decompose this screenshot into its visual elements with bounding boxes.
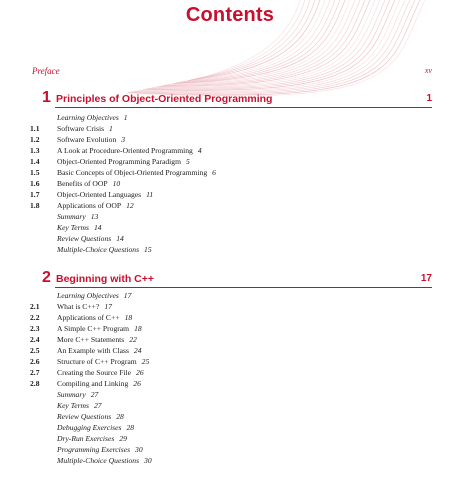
toc-entry[interactable] bbox=[30, 345, 370, 356]
entry-title bbox=[57, 433, 127, 444]
entry-page: 18 bbox=[124, 313, 133, 322]
section-number: 2.8 bbox=[30, 379, 40, 388]
entry-title bbox=[57, 244, 152, 255]
entry-text: Object-Oriented Programming Paradigm bbox=[57, 157, 181, 166]
entry-title bbox=[57, 145, 202, 156]
entry-title bbox=[57, 389, 98, 400]
entry-page: 25 bbox=[141, 357, 150, 366]
entry-page: 11 bbox=[146, 190, 154, 199]
entry-page: 28 bbox=[126, 423, 135, 432]
section-number: 1.7 bbox=[30, 190, 40, 199]
section-number: 2.1 bbox=[30, 302, 40, 311]
entry-title bbox=[57, 444, 143, 455]
entry-text: A Look at Procedure-Oriented Programming bbox=[57, 146, 193, 155]
section-number: 2.5 bbox=[30, 346, 40, 355]
entry-text: Applications of OOP bbox=[57, 201, 122, 210]
entry-page: 26 bbox=[136, 368, 144, 377]
entry-title bbox=[57, 200, 134, 211]
toc-entry[interactable] bbox=[30, 244, 370, 255]
entry-text: A Simple C++ Program bbox=[57, 324, 130, 333]
entry-title bbox=[57, 211, 98, 222]
entry-text: Review Questions bbox=[57, 412, 112, 421]
entry-page: 14 bbox=[116, 234, 124, 243]
entry-text: Structure of C++ Program bbox=[57, 357, 137, 366]
toc-entry[interactable] bbox=[30, 134, 370, 145]
entry-title bbox=[57, 301, 112, 312]
entry-title bbox=[57, 189, 153, 200]
section-number: 1.1 bbox=[30, 124, 40, 133]
entry-page: 6 bbox=[212, 168, 216, 177]
section-number: 2.7 bbox=[30, 368, 40, 377]
entry-text: Applications of C++ bbox=[57, 313, 120, 322]
chapter-number: 2 bbox=[42, 269, 51, 286]
toc-entry[interactable] bbox=[30, 112, 370, 123]
entry-page: 17 bbox=[123, 291, 132, 300]
entry-page: 5 bbox=[186, 157, 190, 166]
entry-page: 22 bbox=[129, 335, 137, 344]
toc-entry[interactable] bbox=[30, 334, 370, 345]
entry-text: Compiling and Linking bbox=[57, 379, 129, 388]
section-number: 1.6 bbox=[30, 179, 40, 188]
entry-text: Learning Objectives bbox=[57, 291, 119, 300]
toc-entry[interactable] bbox=[30, 323, 370, 334]
entry-text: Programming Exercises bbox=[57, 445, 131, 454]
chapter-title: Beginning with C++ bbox=[56, 273, 155, 285]
entry-title bbox=[57, 411, 124, 422]
toc-entry[interactable] bbox=[30, 411, 370, 422]
entry-text: Debugging Exercises bbox=[57, 423, 122, 432]
page-title: Contents bbox=[185, 4, 275, 26]
entry-text: More C++ Statements bbox=[57, 335, 125, 344]
entry-page: 15 bbox=[144, 245, 152, 254]
entry-page: 14 bbox=[94, 223, 102, 232]
entry-title bbox=[57, 356, 149, 367]
entry-page: 30 bbox=[144, 456, 152, 465]
toc-entry[interactable] bbox=[30, 422, 370, 433]
section-number: 2.2 bbox=[30, 313, 40, 322]
section-number: 2.3 bbox=[30, 324, 40, 333]
entry-page: 29 bbox=[119, 434, 127, 443]
entry-text: Review Questions bbox=[57, 234, 112, 243]
entry-text: What is C++? bbox=[57, 302, 100, 311]
entry-text: Learning Objectives bbox=[57, 113, 119, 122]
entry-text: Key Terms bbox=[57, 401, 89, 410]
toc-entry[interactable] bbox=[30, 123, 370, 134]
section-number: 2.4 bbox=[30, 335, 40, 344]
entry-title bbox=[57, 178, 120, 189]
toc-entry[interactable] bbox=[30, 189, 370, 200]
entry-title bbox=[57, 233, 124, 244]
section-number: 1.2 bbox=[30, 135, 40, 144]
toc-entry[interactable] bbox=[30, 211, 370, 222]
entry-text: Multiple-Choice Questions bbox=[57, 245, 140, 254]
entry-text: Dry-Run Exercises bbox=[57, 434, 115, 443]
entry-title bbox=[57, 378, 141, 389]
entry-text: An Example with Class bbox=[57, 346, 129, 355]
chapter-page: 17 bbox=[420, 273, 432, 284]
chapter-2-entries bbox=[30, 290, 370, 466]
toc-entry[interactable] bbox=[30, 233, 370, 244]
entry-text: Summary bbox=[57, 212, 86, 221]
toc-entry[interactable] bbox=[30, 356, 370, 367]
section-number: 1.8 bbox=[30, 201, 40, 210]
entry-page: 18 bbox=[134, 324, 142, 333]
entry-text: Software Evolution bbox=[57, 135, 117, 144]
entry-title bbox=[57, 400, 102, 411]
entry-page: 17 bbox=[104, 302, 112, 311]
entry-page: 1 bbox=[109, 124, 113, 133]
entry-title bbox=[57, 123, 113, 134]
toc-entry[interactable] bbox=[30, 378, 370, 389]
entry-text: Summary bbox=[57, 390, 86, 399]
preface-label: Preface bbox=[32, 66, 60, 76]
entry-text: Multiple-Choice Questions bbox=[57, 456, 140, 465]
entry-title bbox=[57, 167, 216, 178]
chapter-1-heading[interactable] bbox=[42, 88, 432, 108]
section-number: 1.5 bbox=[30, 168, 40, 177]
toc-entry[interactable] bbox=[30, 455, 370, 466]
entry-page: 27 bbox=[94, 401, 102, 410]
entry-page: 12 bbox=[126, 201, 134, 210]
chapter-rule bbox=[55, 287, 432, 288]
entry-page: 26 bbox=[133, 379, 141, 388]
toc-entry[interactable] bbox=[30, 290, 370, 301]
toc-entry[interactable] bbox=[30, 312, 370, 323]
toc-entry[interactable] bbox=[30, 301, 370, 312]
toc-entry[interactable] bbox=[30, 389, 370, 400]
chapter-number: 1 bbox=[42, 89, 51, 106]
entry-title bbox=[57, 422, 134, 433]
entry-page: 3 bbox=[121, 135, 126, 144]
toc-entry[interactable] bbox=[30, 367, 370, 378]
entry-title bbox=[57, 323, 142, 334]
section-number: 1.4 bbox=[30, 157, 40, 166]
toc-entry[interactable] bbox=[30, 222, 370, 233]
entry-title bbox=[57, 134, 125, 145]
entry-title bbox=[57, 312, 132, 323]
toc-entry[interactable] bbox=[30, 444, 370, 455]
chapter-page: 1 bbox=[426, 93, 432, 104]
toc-entry[interactable] bbox=[30, 145, 370, 156]
entry-text: Benefits of OOP bbox=[57, 179, 108, 188]
chapter-rule bbox=[55, 107, 432, 108]
entry-page: 27 bbox=[90, 390, 99, 399]
toc-entry[interactable] bbox=[30, 167, 370, 178]
entry-page: 24 bbox=[133, 346, 142, 355]
toc-entry[interactable] bbox=[30, 200, 370, 211]
entry-text: Creating the Source File bbox=[57, 368, 132, 377]
entry-title bbox=[57, 345, 142, 356]
entry-title bbox=[57, 455, 152, 466]
entry-title bbox=[57, 156, 190, 167]
entry-text: Object-Oriented Languages bbox=[57, 190, 142, 199]
chapter-title: Principles of Object-Oriented Programming bbox=[56, 93, 273, 105]
preface-page: xv bbox=[424, 66, 432, 75]
chapter-1-entries bbox=[30, 112, 370, 255]
entry-page: 30 bbox=[135, 445, 143, 454]
toc-entry[interactable] bbox=[30, 433, 370, 444]
entry-text: Basic Concepts of Object-Oriented Programming bbox=[57, 168, 208, 177]
entry-page: 10 bbox=[112, 179, 121, 188]
entry-page: 28 bbox=[116, 412, 124, 421]
entry-text: Key Terms bbox=[57, 223, 89, 232]
entry-title bbox=[57, 367, 144, 378]
toc-entry[interactable] bbox=[30, 178, 370, 189]
preface-entry[interactable] bbox=[32, 66, 432, 80]
toc-entry[interactable] bbox=[30, 400, 370, 411]
toc-entry[interactable] bbox=[30, 156, 370, 167]
entry-title bbox=[57, 222, 102, 233]
entry-page: 4 bbox=[197, 146, 202, 155]
section-number: 1.3 bbox=[30, 146, 40, 155]
entry-page: 13 bbox=[90, 212, 99, 221]
entry-page: 1 bbox=[123, 113, 128, 122]
entry-title bbox=[57, 290, 131, 301]
chapter-2-heading[interactable] bbox=[42, 268, 432, 288]
entry-title bbox=[57, 112, 128, 123]
entry-title bbox=[57, 334, 137, 345]
section-number: 2.6 bbox=[30, 357, 40, 366]
entry-text: Software Crisis bbox=[57, 124, 105, 133]
